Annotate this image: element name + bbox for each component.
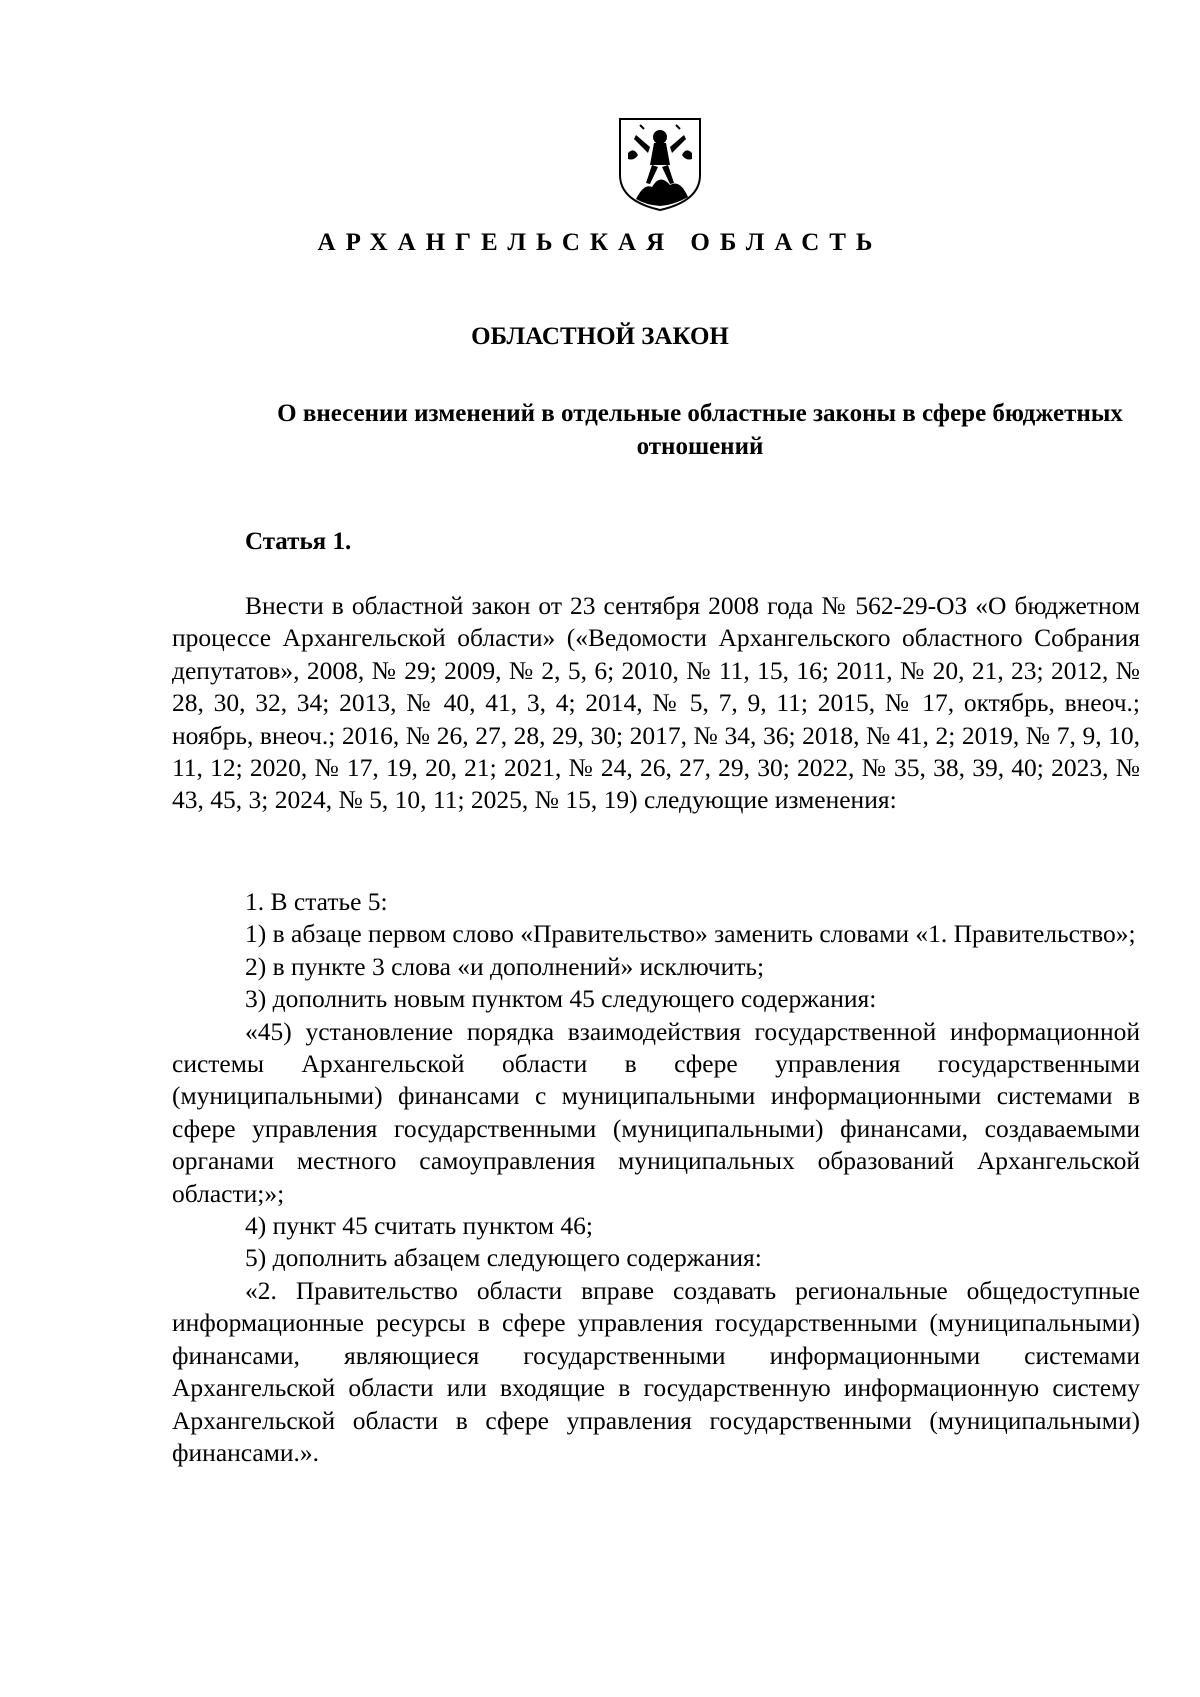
article-intro: Внести в областной закон от 23 сентября 2008 года № 562-29-ОЗ «О бюджетном процессе Архангельской области» («Ведомости Архангельского областного Собрания депутатов», 2008, № 29; 2009, № 2, 5, 6; 2010, № 11, 15, 16; 2011, № 20, 21, 23; 2012, № 28, 30, 32, 34; 2013, № 40, 41, 3, 4; 2014, № 5, 7, 9, 11; 2015, № 17, октябрь, внеоч.; ноябрь, внеоч.; 2016, № 26, 27, 28, 29, 30; 2017, № 34, 36; 2018, № 41, 2; 2019, № 7, 9, 10, 11, 12; 2020, № 17, 19, 20, 21; 2021, № 24, 26, 27, 29, 30; 2022, № 35, 38, 39, 40; 2023, № 43, 45, 3; 2024, № 5, 10, 11; 2025, № 15, 19) следующие изменения:: [172, 591, 1140, 815]
amendment-paragraph: 1. В статье 5:: [245, 887, 388, 916]
amendment-paragraph: 2) в пункте 3 слова «и дополнений» исключить;: [245, 951, 765, 981]
article-intro-block: [172, 590, 1140, 817]
amendment-paragraph: 3) дополнить новым пунктом 45 следующего содержания:: [245, 984, 877, 1014]
amendment-paragraph: 4) пункт 45 считать пунктом 46;: [245, 1211, 593, 1241]
article-amendments: [172, 886, 1140, 1469]
amendment-paragraph: «45) установление порядка взаимодействия государственной информационной системы Архангельской области в сфере управления государственными (муниципальными) финансами с муниципальными информационными системами в сфере управления государственными (муниципальными) финансами, создаваемыми органами местного самоуправления муниципальных образований Архангельской области;»;: [172, 1016, 1140, 1208]
amendment-paragraph: 5) дополнить абзацем следующего содержания:: [245, 1243, 762, 1273]
law-type: ОБЛАСТНОЙ ЗАКОН: [471, 323, 729, 350]
amendment-paragraph: «2. Правительство области вправе создавать региональные общедоступные информационные ресурсы в сфере управления государственными (муниципальными) финансами, являющиеся государственными информационными системами Архангельской области или входящие в государственную информационную систему Архангельской области в сфере управления государственными (муниципальными) финансами.».: [172, 1275, 1140, 1467]
article-heading: Статья 1.: [245, 528, 352, 555]
coat-of-arms-icon: [614, 113, 706, 213]
amendment-paragraph: 1) в абзаце первом слово «Правительство» заменить словами «1. Правительство»;: [245, 919, 1136, 949]
law-title: О внесении изменений в отдельные областные законы в сфере бюджетных отношений: [277, 400, 1123, 460]
region-name: АРХАНГЕЛЬСКАЯ ОБЛАСТЬ: [317, 229, 883, 256]
